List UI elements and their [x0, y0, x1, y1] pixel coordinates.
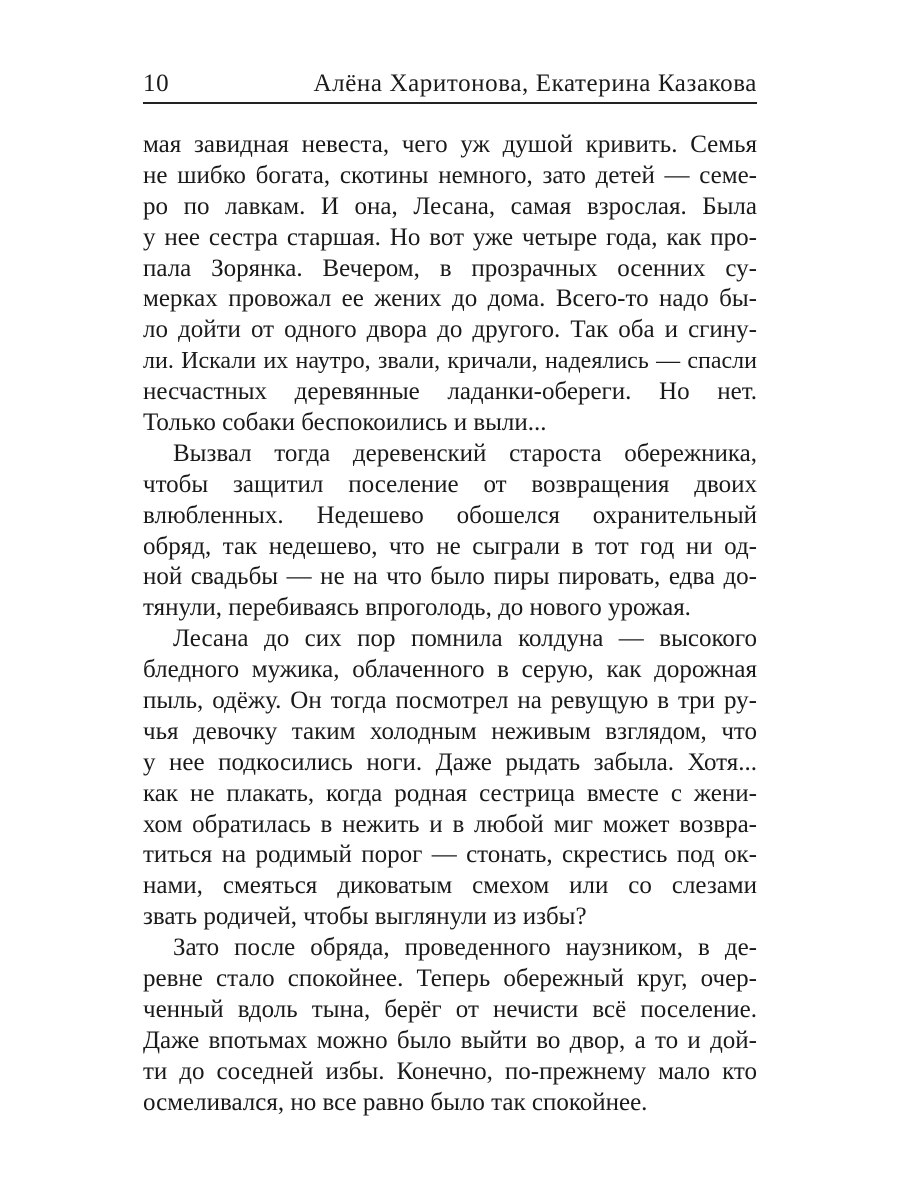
text-line: Только собаки беспокоились и выли... [143, 409, 547, 437]
text-line: мерках провожал ее жених до дома. Всего-то надо бы- [143, 285, 757, 313]
text-line: Лесана до сих пор помнила колдуна — высокого [173, 625, 757, 653]
text-line: Даже впотьмах можно было выйти во двор, а то и дой- [143, 1026, 757, 1054]
header-rule [143, 102, 757, 104]
text-line: ли. Искали их наутро, звали, кричали, надеялись — спасли [143, 348, 757, 375]
text-line: пала Зорянка. Вечером, в прозрачных осенних су- [143, 254, 757, 282]
paragraph [143, 624, 757, 933]
paragraph [143, 439, 757, 624]
author-names: Алёна Харитонова, Екатерина Казакова [313, 70, 757, 97]
body-text [143, 130, 757, 1119]
paragraph [143, 130, 757, 439]
book-page [143, 66, 757, 1119]
running-header [143, 66, 757, 102]
text-line: не шибко богата, скотины немного, зато детей — семе- [143, 161, 757, 189]
page-number: 10 [143, 70, 170, 97]
text-line: чья девочку таким холодным неживым взглядом, что [143, 717, 757, 745]
text-line: Вызвал тогда деревенский староста обережника, [173, 439, 757, 467]
text-line: хом обратилась в нежить и в любой миг может возвра- [143, 810, 757, 838]
text-line: ревне стало спокойнее. Теперь обережный круг, очер- [143, 965, 757, 993]
text-line: как не плакать, когда родная сестрица вместе с жени- [143, 779, 757, 807]
text-line: влюбленных. Недешево обошелся охранительный [143, 501, 757, 529]
text-line: бледного мужика, облаченного в серую, как дорожная [143, 656, 757, 684]
text-line: звать родичей, чтобы выглянули из избы? [143, 903, 587, 931]
text-line: мая завидная невеста, чего уж душой кривить. Семья [143, 131, 757, 158]
text-line: ти до соседней избы. Конечно, по-прежнему мало кто [143, 1057, 757, 1085]
text-line: ченный вдоль тына, берёг от нечисти всё поселение. [143, 995, 757, 1023]
text-line: чтобы защитил поселение от возвращения двоих [143, 470, 757, 498]
text-line: ной свадьбы — не на что было пиры пировать, едва до- [143, 563, 757, 591]
text-line: осмеливался, но все равно было так спокойнее. [143, 1088, 648, 1116]
text-line: пыль, одёжу. Он тогда посмотрел на ревущую в три ру- [143, 687, 757, 715]
paragraph [143, 933, 757, 1118]
text-line: у нее подкосились ноги. Даже рыдать забыла. Хотя... [143, 748, 757, 776]
text-line: ро по лавкам. И она, Лесана, самая взрослая. Была [143, 192, 757, 220]
text-line: Зато после обряда, проведенного наузником, в де- [173, 934, 757, 962]
text-line: у нее сестра старшая. Но вот уже четыре года, как про- [143, 223, 757, 251]
text-line: нами, смеяться диковатым смехом или со слезами [143, 872, 757, 900]
text-line: обряд, так недешево, что не сыграли в тот год ни од- [143, 532, 757, 560]
text-line: несчастных деревянные ладанки-обереги. Но нет. [143, 378, 757, 406]
text-line: ло дойти от одного двора до другого. Так оба и сгину- [143, 316, 757, 344]
text-line: тянули, перебиваясь впроголодь, до нового урожая. [143, 594, 691, 622]
text-line: титься на родимый порог — стонать, скрестись под ок- [143, 841, 757, 869]
